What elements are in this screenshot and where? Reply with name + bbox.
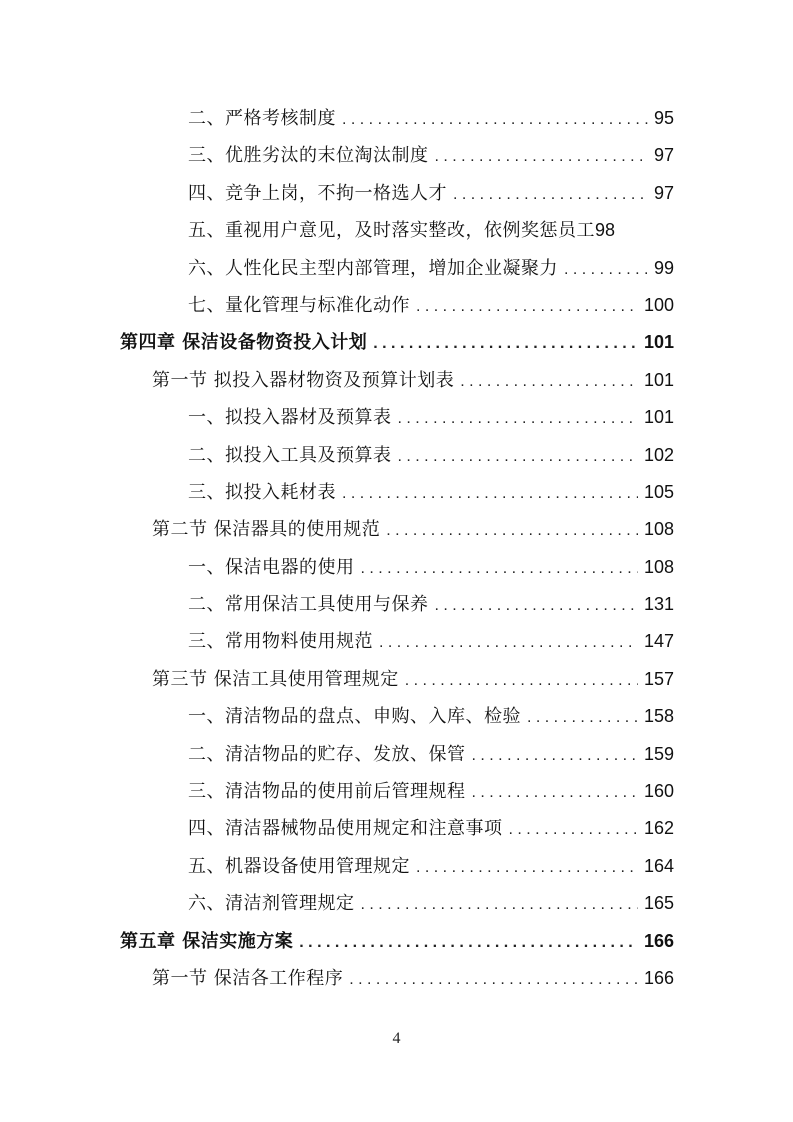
toc-leader-dots [398,400,638,436]
toc-leader-dots [342,101,648,137]
toc-entry-title: 一、清洁物品的盘点、申购、入库、检验 [188,706,521,728]
toc-chapter-entry[interactable] [120,923,674,960]
toc-entry[interactable] [120,212,674,249]
toc-entry[interactable] [120,549,674,586]
toc-entry-title: 五、机器设备使用管理规定 [188,855,410,877]
toc-entry-title: 五、重视用户意见，及时落实整改，依例奖惩员工 [188,220,595,242]
toc-entry-page: 102 [643,444,674,465]
toc-entry[interactable] [120,586,674,623]
toc-leader-dots [379,624,638,660]
toc-entry-page: 162 [643,818,674,839]
toc-leader-dots [361,886,638,922]
toc-leader-dots [398,438,638,474]
toc-entry-page: 98 [595,220,616,241]
toc-entry-page: 101 [643,407,674,428]
toc-section-entry[interactable] [120,511,674,548]
toc-entry-page: 101 [643,332,674,353]
toc-entry-page: 97 [653,182,674,203]
toc-leader-dots [405,662,638,698]
toc-entry-title: 三、清洁物品的使用前后管理规程 [188,781,466,803]
toc-entry-page: 166 [643,930,674,951]
toc-entry-page: 99 [653,257,674,278]
toc-leader-dots [472,737,638,773]
toc-leader-dots [416,849,638,885]
toc-entry-title: 二、严格考核制度 [188,108,336,129]
toc-leader-dots [435,138,648,174]
toc-section-entry[interactable] [120,960,674,997]
toc-entry[interactable] [120,287,674,324]
toc-entry-title: 三、优胜劣汰的末位淘汰制度 [188,145,429,167]
toc-leader-dots [386,512,638,548]
toc-leader-dots [373,325,638,361]
toc-leader-dots [453,176,648,212]
toc-entry[interactable] [120,810,674,847]
toc-leader-dots [416,288,638,324]
toc-entry[interactable] [120,137,674,174]
toc-entry[interactable] [120,175,674,212]
toc-entry-title: 一、拟投入器材及预算表 [188,407,392,429]
toc-entry-page: 160 [643,781,674,802]
page-number: 4 [392,1030,401,1047]
toc-entry[interactable] [120,885,674,922]
toc-entry-title: 三、常用物料使用规范 [188,631,373,653]
toc-entry-page: 95 [653,108,674,128]
toc-entry-page: 157 [643,668,674,689]
toc-entry-title: 第五章 保洁实施方案 [120,930,294,952]
toc-chapter-entry[interactable] [120,324,674,361]
toc-entry[interactable] [120,399,674,436]
toc-entry-page: 101 [643,369,674,390]
toc-leader-dots [299,924,638,960]
toc-entry-page: 159 [643,743,674,764]
toc-leader-dots [361,550,638,586]
toc-entry-title: 一、保洁电器的使用 [188,556,355,578]
toc-leader-dots [435,587,638,623]
toc-entry-title: 第一节 保洁各工作程序 [152,967,344,989]
toc-entry[interactable] [120,474,674,511]
toc-entry-page: 131 [643,594,674,615]
toc-leader-dots [342,475,638,511]
toc-entry-title: 第四章 保洁设备物资投入计划 [120,332,368,354]
toc-entry-page: 165 [643,893,674,914]
toc-section-entry[interactable] [120,362,674,399]
toc-entry[interactable] [120,250,674,287]
toc-entry-page: 108 [643,556,674,577]
toc-entry-page: 166 [643,967,674,988]
toc-section-entry[interactable] [120,661,674,698]
toc-entry-title: 第三节 保洁工具使用管理规定 [152,668,399,690]
toc-entry-title: 六、清洁剂管理规定 [188,893,355,915]
toc-entry[interactable] [120,736,674,773]
toc-entry[interactable] [120,698,674,735]
toc-entry-page: 100 [643,294,674,315]
toc-leader-dots [527,699,638,735]
toc-entry[interactable] [120,437,674,474]
toc-entry-title: 二、常用保洁工具使用与保养 [188,594,429,616]
toc-leader-dots [472,774,638,810]
toc-entry-page: 158 [643,706,674,727]
toc-entry[interactable] [120,773,674,810]
toc-leader-dots [349,961,638,997]
toc-entry-title: 六、人性化民主型内部管理，增加企业凝聚力 [188,257,558,279]
toc-leader-dots [509,811,638,847]
toc-entry-title: 四、竞争上岗，不拘一格选人才 [188,182,447,204]
toc-entry[interactable] [120,623,674,660]
toc-entry-page: 108 [643,519,674,540]
toc-entry-title: 三、拟投入耗材表 [188,481,336,503]
table-of-contents [120,100,674,997]
toc-entry-page: 105 [643,481,674,502]
toc-leader-dots [564,251,648,287]
toc-entry-title: 四、清洁器械物品使用规定和注意事项 [188,818,503,840]
toc-entry-page: 97 [653,145,674,166]
toc-entry-title: 第一节 拟投入器材物资及预算计划表 [152,369,455,391]
toc-entry-title: 二、拟投入工具及预算表 [188,444,392,466]
toc-entry-page: 147 [643,631,674,652]
toc-entry-title: 二、清洁物品的贮存、发放、保管 [188,743,466,765]
toc-entry-title: 第二节 保洁器具的使用规范 [152,519,381,541]
toc-entry-title: 七、量化管理与标准化动作 [188,294,410,316]
toc-leader-dots [460,363,638,399]
toc-entry[interactable] [120,100,674,137]
toc-entry-page: 164 [643,855,674,876]
toc-entry[interactable] [120,848,674,885]
